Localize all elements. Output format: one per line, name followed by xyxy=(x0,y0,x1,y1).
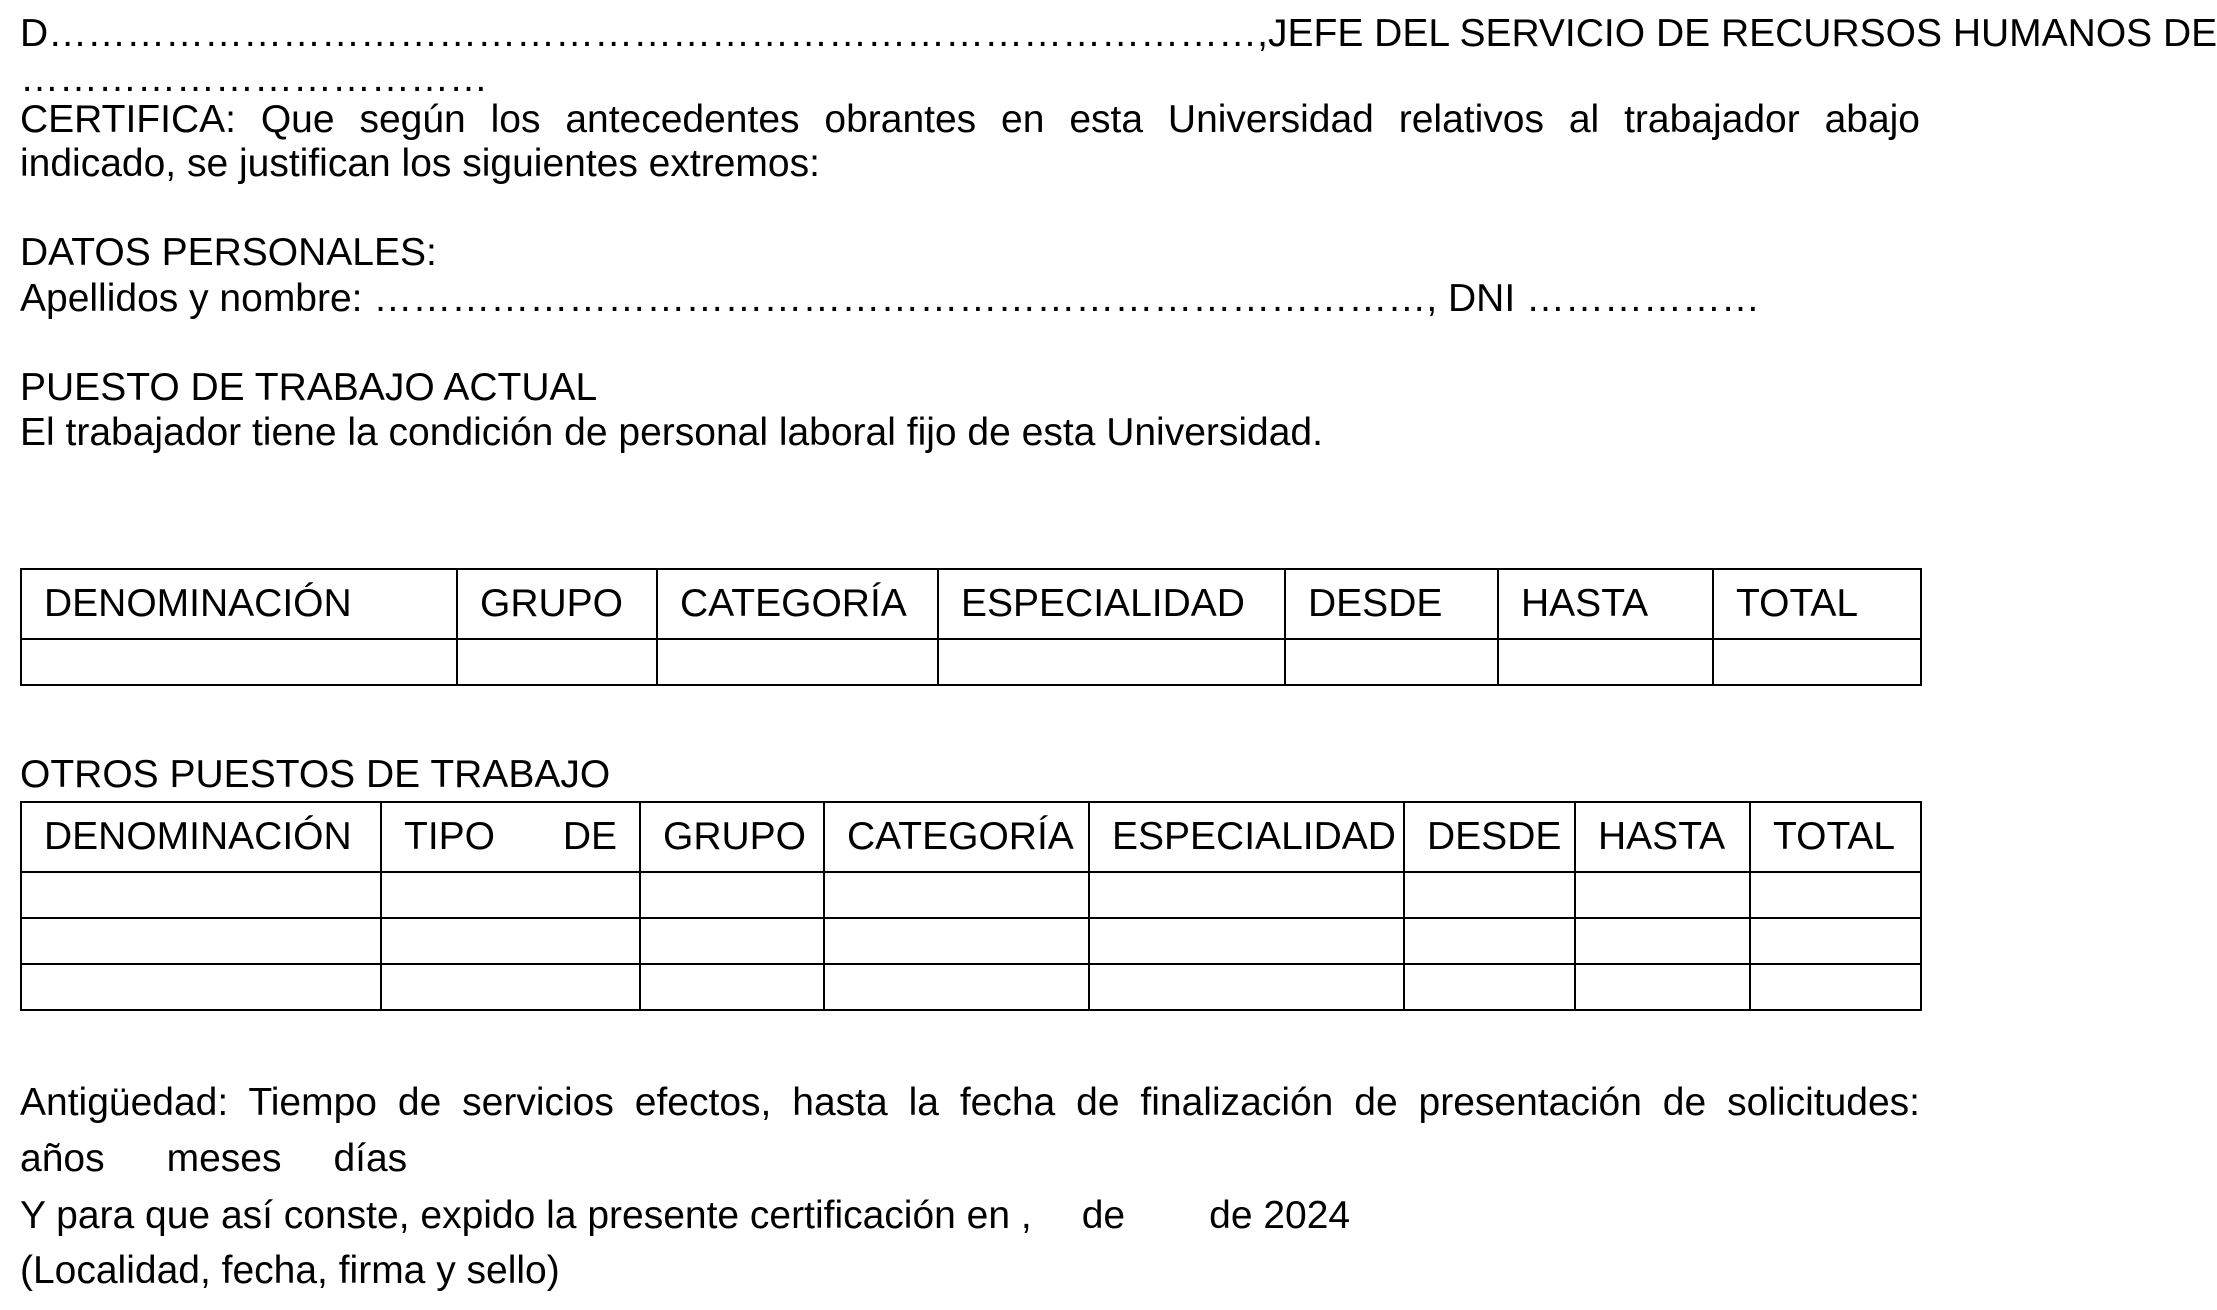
column-header: DESDE xyxy=(1404,802,1575,872)
days-label: días xyxy=(333,1137,408,1180)
department-blank: ……………………………… xyxy=(20,57,488,100)
column-header: TOTAL xyxy=(1750,802,1921,872)
name-dni-field: Apellidos y nombre: ………………………………………………………………………, DNI ……………… xyxy=(20,277,1761,320)
table-cell[interactable] xyxy=(938,639,1285,685)
table-cell[interactable] xyxy=(1713,639,1921,685)
column-header: DENOMINACIÓN xyxy=(21,569,457,639)
table-cell[interactable] xyxy=(1404,964,1575,1010)
table-cell[interactable] xyxy=(640,918,824,964)
table-cell[interactable] xyxy=(1404,918,1575,964)
table-cell[interactable] xyxy=(640,872,824,918)
table-cell[interactable] xyxy=(640,964,824,1010)
current-position-table xyxy=(20,568,1922,686)
table-row xyxy=(21,964,1921,1010)
column-header: DESDE xyxy=(1285,569,1498,639)
table-cell[interactable] xyxy=(381,918,640,964)
column-header-tipo-de xyxy=(381,802,640,872)
official-name-blank: D…………………………………………………………………………………, xyxy=(20,12,1268,55)
closing-line xyxy=(20,1191,1920,1241)
signature-note: (Localidad, fecha, firma y sello) xyxy=(20,1249,560,1292)
table-row xyxy=(21,872,1921,918)
table-cell[interactable] xyxy=(1575,964,1750,1010)
months-label: meses xyxy=(166,1137,282,1180)
table-cell[interactable] xyxy=(1575,918,1750,964)
column-header: GRUPO xyxy=(457,569,657,639)
tipo-word: TIPO xyxy=(404,815,496,858)
other-positions-heading: OTROS PUESTOS DE TRABAJO xyxy=(20,753,611,796)
column-header: CATEGORÍA xyxy=(657,569,938,639)
table-cell[interactable] xyxy=(1750,872,1921,918)
table-cell[interactable] xyxy=(1575,872,1750,918)
column-header: ESPECIALIDAD xyxy=(1089,802,1404,872)
official-title: JEFE DEL SERVICIO DE RECURSOS HUMANOS DE xyxy=(1268,12,2217,55)
closing-year: de 2024 xyxy=(1209,1194,1351,1237)
table-cell[interactable] xyxy=(1089,872,1404,918)
certifica-line-2: indicado, se justifican los siguientes extremos: xyxy=(20,142,820,185)
closing-de: de xyxy=(1081,1194,1126,1237)
column-header: GRUPO xyxy=(640,802,824,872)
table-cell[interactable] xyxy=(1750,918,1921,964)
certifica-line-1: CERTIFICA: Que según los antecedentes obrantes en esta Universidad relativos al trabajador abajo xyxy=(20,98,1920,141)
table-cell[interactable] xyxy=(21,872,381,918)
column-header: ESPECIALIDAD xyxy=(938,569,1285,639)
table-cell[interactable] xyxy=(824,918,1089,964)
table-cell[interactable] xyxy=(1404,872,1575,918)
column-header: HASTA xyxy=(1575,802,1750,872)
table-cell[interactable] xyxy=(21,639,457,685)
seniority-text: Antigüedad: Tiempo de servicios efectos, hasta la fecha de finalización de presentación de solicitudes: xyxy=(20,1081,1920,1124)
table-cell[interactable] xyxy=(1089,918,1404,964)
table-cell[interactable] xyxy=(381,964,640,1010)
de-word: DE xyxy=(562,815,617,858)
table-row xyxy=(21,639,1921,685)
table-cell[interactable] xyxy=(1089,964,1404,1010)
seniority-units xyxy=(20,1134,1920,1184)
personal-data-heading: DATOS PERSONALES: xyxy=(20,231,437,274)
table-cell[interactable] xyxy=(1498,639,1713,685)
table-cell[interactable] xyxy=(1750,964,1921,1010)
years-label: años xyxy=(20,1137,105,1180)
table-header-row xyxy=(21,569,1921,639)
other-positions-table xyxy=(20,801,1922,1011)
table-cell[interactable] xyxy=(21,918,381,964)
table-row xyxy=(21,918,1921,964)
table-cell[interactable] xyxy=(657,639,938,685)
column-header: TOTAL xyxy=(1713,569,1921,639)
current-position-heading: PUESTO DE TRABAJO ACTUAL xyxy=(20,366,598,409)
closing-text: Y para que así conste, expido la presente certificación en , xyxy=(20,1194,1032,1237)
current-position-text: El trabajador tiene la condición de personal laboral fijo de esta Universidad. xyxy=(20,411,1323,454)
table-cell[interactable] xyxy=(1285,639,1498,685)
header-line xyxy=(20,9,2217,59)
column-header: HASTA xyxy=(1498,569,1713,639)
table-cell[interactable] xyxy=(824,964,1089,1010)
table-header-row xyxy=(21,802,1921,872)
table-cell[interactable] xyxy=(381,872,640,918)
column-header: DENOMINACIÓN xyxy=(21,802,381,872)
table-cell[interactable] xyxy=(21,964,381,1010)
column-header: CATEGORÍA xyxy=(824,802,1089,872)
table-cell[interactable] xyxy=(824,872,1089,918)
table-cell[interactable] xyxy=(457,639,657,685)
